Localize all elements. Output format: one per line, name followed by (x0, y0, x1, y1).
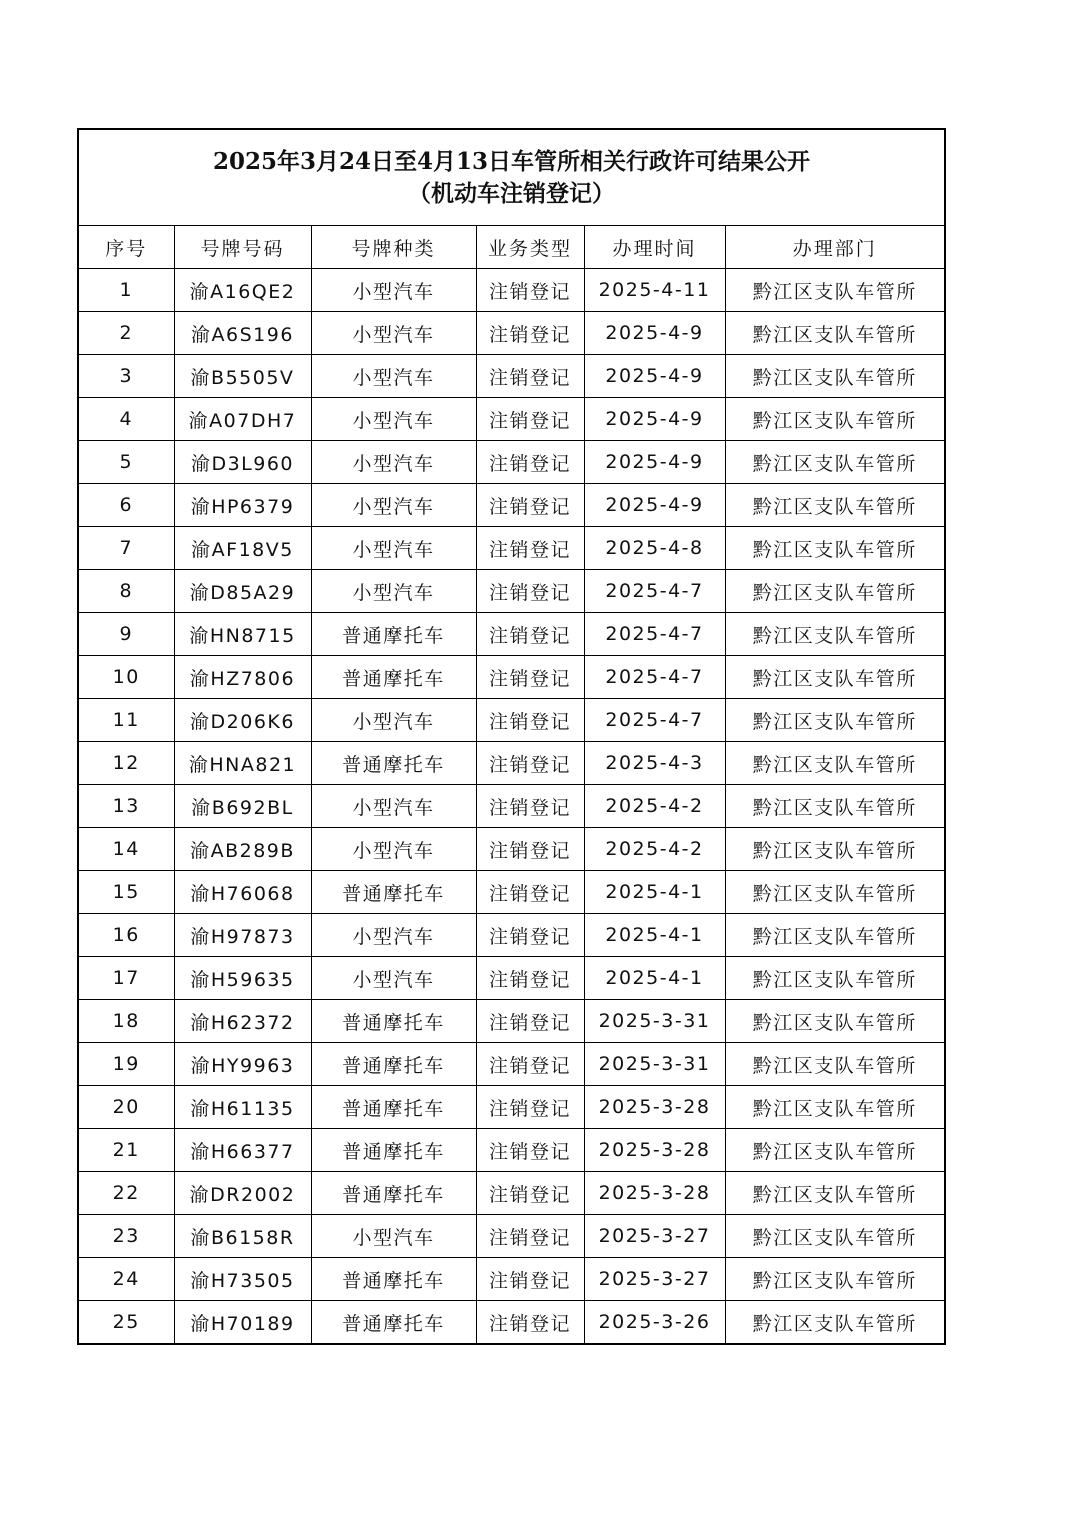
cell-department: 黔江区支队车管所 (725, 1086, 944, 1129)
cell-serial: 3 (79, 355, 174, 398)
cell-process-date: 2025-3-27 (584, 1215, 725, 1258)
cell-process-date: 2025-4-2 (584, 828, 725, 871)
cell-business-type: 注销登记 (476, 613, 584, 656)
cell-process-date: 2025-4-3 (584, 742, 725, 785)
cell-department: 黔江区支队车管所 (725, 914, 944, 957)
table-row (79, 1129, 944, 1172)
cell-process-date: 2025-4-1 (584, 914, 725, 957)
cell-serial: 13 (79, 785, 174, 828)
cell-business-type: 注销登记 (476, 742, 584, 785)
cell-business-type: 注销登记 (476, 957, 584, 1000)
column-header-department: 办理部门 (725, 226, 944, 269)
cell-process-date: 2025-4-7 (584, 656, 725, 699)
cell-process-date: 2025-3-26 (584, 1301, 725, 1344)
cell-serial: 25 (79, 1301, 174, 1344)
cell-serial: 4 (79, 398, 174, 441)
table-row (79, 269, 944, 312)
document-subtitle: （机动车注销登记） (408, 179, 615, 207)
title-block (79, 130, 944, 226)
cell-business-type: 注销登记 (476, 1043, 584, 1086)
cell-plate-number: 渝HN8715 (174, 613, 311, 656)
cell-process-date: 2025-4-9 (584, 484, 725, 527)
cell-plate-number: 渝AF18V5 (174, 527, 311, 570)
cell-business-type: 注销登记 (476, 656, 584, 699)
cell-process-date: 2025-4-7 (584, 613, 725, 656)
cell-serial: 20 (79, 1086, 174, 1129)
cell-plate-number: 渝D3L960 (174, 441, 311, 484)
cell-plate-number: 渝AB289B (174, 828, 311, 871)
cell-serial: 22 (79, 1172, 174, 1215)
cell-plate-type: 小型汽车 (311, 1215, 476, 1258)
cell-department: 黔江区支队车管所 (725, 1215, 944, 1258)
cell-process-date: 2025-3-27 (584, 1258, 725, 1301)
cell-plate-type: 小型汽车 (311, 269, 476, 312)
cell-serial: 12 (79, 742, 174, 785)
table-row (79, 484, 944, 527)
column-header-plate-number: 号牌号码 (174, 226, 311, 269)
cell-department: 黔江区支队车管所 (725, 1129, 944, 1172)
cell-plate-type: 小型汽车 (311, 398, 476, 441)
table-row (79, 1258, 944, 1301)
cell-plate-type: 普通摩托车 (311, 656, 476, 699)
cell-process-date: 2025-4-9 (584, 355, 725, 398)
record-sheet (77, 128, 946, 1345)
cell-business-type: 注销登记 (476, 1301, 584, 1344)
table-row (79, 785, 944, 828)
cell-department: 黔江区支队车管所 (725, 613, 944, 656)
cell-plate-type: 小型汽车 (311, 484, 476, 527)
cell-process-date: 2025-3-31 (584, 1000, 725, 1043)
cell-business-type: 注销登记 (476, 1172, 584, 1215)
cell-process-date: 2025-3-28 (584, 1086, 725, 1129)
cell-plate-type: 小型汽车 (311, 699, 476, 742)
cell-department: 黔江区支队车管所 (725, 1172, 944, 1215)
table-row (79, 355, 944, 398)
cell-business-type: 注销登记 (476, 871, 584, 914)
cell-business-type: 注销登记 (476, 914, 584, 957)
cell-plate-type: 小型汽车 (311, 570, 476, 613)
cell-plate-number: 渝H62372 (174, 1000, 311, 1043)
cell-plate-type: 普通摩托车 (311, 1301, 476, 1344)
cell-process-date: 2025-3-28 (584, 1172, 725, 1215)
table-body (79, 269, 944, 1344)
table-row (79, 1043, 944, 1086)
cell-business-type: 注销登记 (476, 484, 584, 527)
cell-serial: 10 (79, 656, 174, 699)
cell-department: 黔江区支队车管所 (725, 312, 944, 355)
cell-plate-number: 渝H76068 (174, 871, 311, 914)
cell-department: 黔江区支队车管所 (725, 355, 944, 398)
column-header-process-date: 办理时间 (584, 226, 725, 269)
table-header-row (79, 226, 944, 269)
cell-business-type: 注销登记 (476, 269, 584, 312)
column-header-business-type: 业务类型 (476, 226, 584, 269)
cell-plate-number: 渝H61135 (174, 1086, 311, 1129)
table-row (79, 656, 944, 699)
cell-business-type: 注销登记 (476, 570, 584, 613)
cell-serial: 24 (79, 1258, 174, 1301)
cell-serial: 17 (79, 957, 174, 1000)
table-row (79, 1301, 944, 1344)
cell-department: 黔江区支队车管所 (725, 742, 944, 785)
table-row (79, 398, 944, 441)
table-row (79, 914, 944, 957)
cell-business-type: 注销登记 (476, 312, 584, 355)
cell-serial: 21 (79, 1129, 174, 1172)
cell-serial: 7 (79, 527, 174, 570)
cell-business-type: 注销登记 (476, 1258, 584, 1301)
cell-department: 黔江区支队车管所 (725, 441, 944, 484)
cell-plate-number: 渝A6S196 (174, 312, 311, 355)
cell-department: 黔江区支队车管所 (725, 871, 944, 914)
cell-plate-number: 渝HZ7806 (174, 656, 311, 699)
document-title: 2025年3月24日至4月13日车管所相关行政许可结果公开 (212, 147, 811, 175)
cell-department: 黔江区支队车管所 (725, 828, 944, 871)
table-row (79, 312, 944, 355)
cell-serial: 23 (79, 1215, 174, 1258)
table-row (79, 527, 944, 570)
cell-process-date: 2025-4-2 (584, 785, 725, 828)
cell-department: 黔江区支队车管所 (725, 957, 944, 1000)
cell-serial: 11 (79, 699, 174, 742)
table-row (79, 1086, 944, 1129)
cell-process-date: 2025-4-8 (584, 527, 725, 570)
cell-process-date: 2025-4-11 (584, 269, 725, 312)
cell-plate-number: 渝A07DH7 (174, 398, 311, 441)
cell-serial: 5 (79, 441, 174, 484)
column-header-serial: 序号 (105, 237, 148, 260)
cell-plate-number: 渝A16QE2 (174, 269, 311, 312)
cell-serial: 15 (79, 871, 174, 914)
cell-process-date: 2025-4-7 (584, 570, 725, 613)
cell-plate-number: 渝B6158R (174, 1215, 311, 1258)
column-header-plate-type: 号牌种类 (311, 226, 476, 269)
cell-serial: 1 (79, 269, 174, 312)
cell-plate-number: 渝H66377 (174, 1129, 311, 1172)
cell-department: 黔江区支队车管所 (725, 570, 944, 613)
cell-plate-type: 小型汽车 (311, 312, 476, 355)
table-row (79, 441, 944, 484)
table-row (79, 1172, 944, 1215)
cell-plate-number: 渝DR2002 (174, 1172, 311, 1215)
table-row (79, 699, 944, 742)
cell-business-type: 注销登记 (476, 785, 584, 828)
table-row (79, 742, 944, 785)
table-row (79, 828, 944, 871)
cell-plate-type: 普通摩托车 (311, 613, 476, 656)
cell-plate-number: 渝H73505 (174, 1258, 311, 1301)
cell-business-type: 注销登记 (476, 1215, 584, 1258)
cell-plate-type: 小型汽车 (311, 527, 476, 570)
cell-department: 黔江区支队车管所 (725, 699, 944, 742)
cell-plate-number: 渝HNA821 (174, 742, 311, 785)
cell-plate-type: 普通摩托车 (311, 1043, 476, 1086)
cell-business-type: 注销登记 (476, 828, 584, 871)
cell-business-type: 注销登记 (476, 441, 584, 484)
cell-plate-type: 小型汽车 (311, 441, 476, 484)
table-row (79, 957, 944, 1000)
cell-department: 黔江区支队车管所 (725, 269, 944, 312)
cell-plate-type: 小型汽车 (311, 914, 476, 957)
cell-business-type: 注销登记 (476, 1129, 584, 1172)
cell-business-type: 注销登记 (476, 1000, 584, 1043)
cell-process-date: 2025-3-28 (584, 1129, 725, 1172)
cell-process-date: 2025-4-9 (584, 312, 725, 355)
cell-department: 黔江区支队车管所 (725, 527, 944, 570)
cell-department: 黔江区支队车管所 (725, 1301, 944, 1344)
cell-department: 黔江区支队车管所 (725, 398, 944, 441)
cell-process-date: 2025-4-1 (584, 957, 725, 1000)
cell-plate-type: 普通摩托车 (311, 1172, 476, 1215)
cell-plate-number: 渝HY9963 (174, 1043, 311, 1086)
cell-business-type: 注销登记 (476, 527, 584, 570)
cell-department: 黔江区支队车管所 (725, 1000, 944, 1043)
cell-department: 黔江区支队车管所 (725, 1258, 944, 1301)
cell-plate-number: 渝D85A29 (174, 570, 311, 613)
cell-business-type: 注销登记 (476, 1086, 584, 1129)
deregistration-table (79, 226, 944, 1343)
cell-serial: 9 (79, 613, 174, 656)
cell-plate-type: 普通摩托车 (311, 871, 476, 914)
cell-serial: 2 (79, 312, 174, 355)
cell-serial: 8 (79, 570, 174, 613)
cell-plate-type: 普通摩托车 (311, 1258, 476, 1301)
cell-business-type: 注销登记 (476, 355, 584, 398)
cell-department: 黔江区支队车管所 (725, 656, 944, 699)
cell-plate-type: 普通摩托车 (311, 1000, 476, 1043)
cell-plate-number: 渝H97873 (174, 914, 311, 957)
table-row (79, 1215, 944, 1258)
cell-serial: 19 (79, 1043, 174, 1086)
cell-department: 黔江区支队车管所 (725, 785, 944, 828)
cell-serial: 16 (79, 914, 174, 957)
cell-plate-number: 渝H70189 (174, 1301, 311, 1344)
cell-process-date: 2025-4-7 (584, 699, 725, 742)
cell-plate-number: 渝HP6379 (174, 484, 311, 527)
cell-process-date: 2025-4-9 (584, 441, 725, 484)
cell-business-type: 注销登记 (476, 699, 584, 742)
table-row (79, 1000, 944, 1043)
table-row (79, 871, 944, 914)
cell-plate-number: 渝D206K6 (174, 699, 311, 742)
cell-business-type: 注销登记 (476, 398, 584, 441)
cell-serial: 14 (79, 828, 174, 871)
cell-process-date: 2025-3-31 (584, 1043, 725, 1086)
cell-plate-type: 小型汽车 (311, 355, 476, 398)
cell-plate-number: 渝B5505V (174, 355, 311, 398)
cell-department: 黔江区支队车管所 (725, 1043, 944, 1086)
cell-plate-number: 渝B692BL (174, 785, 311, 828)
cell-plate-type: 小型汽车 (311, 785, 476, 828)
cell-process-date: 2025-4-1 (584, 871, 725, 914)
cell-department: 黔江区支队车管所 (725, 484, 944, 527)
table-row (79, 613, 944, 656)
cell-plate-type: 普通摩托车 (311, 1129, 476, 1172)
cell-plate-type: 普通摩托车 (311, 742, 476, 785)
cell-plate-type: 小型汽车 (311, 957, 476, 1000)
cell-plate-type: 普通摩托车 (311, 1086, 476, 1129)
table-row (79, 570, 944, 613)
cell-plate-type: 小型汽车 (311, 828, 476, 871)
cell-process-date: 2025-4-9 (584, 398, 725, 441)
cell-serial: 18 (79, 1000, 174, 1043)
cell-serial: 6 (79, 484, 174, 527)
cell-plate-number: 渝H59635 (174, 957, 311, 1000)
